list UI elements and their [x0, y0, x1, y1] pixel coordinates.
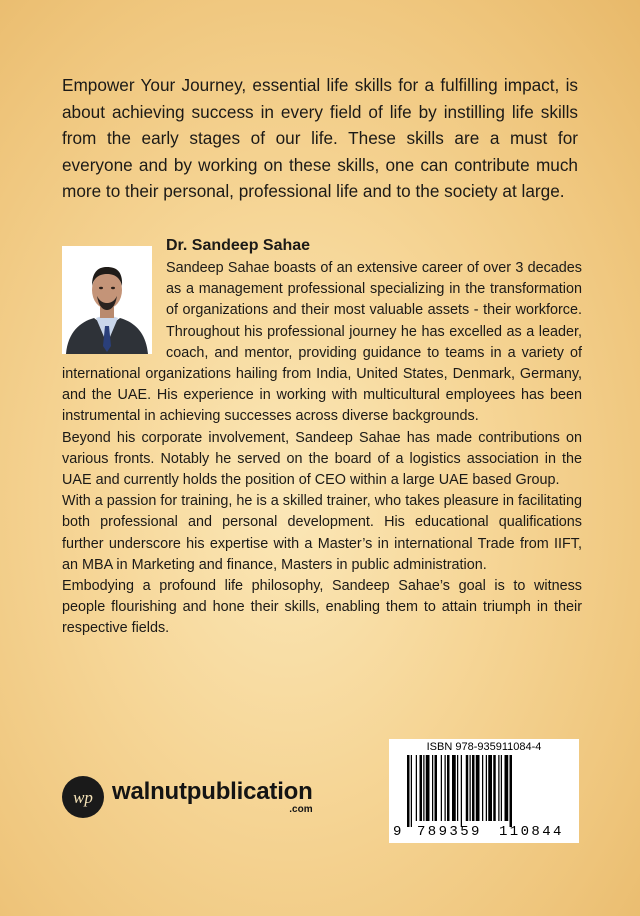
barcode-bar: [411, 755, 412, 827]
barcode-bar: [452, 755, 456, 821]
publisher-domain: .com: [289, 803, 313, 815]
barcode-bar: [482, 755, 483, 821]
barcode-bar: [423, 755, 424, 821]
barcode-bar: [461, 755, 462, 827]
barcode-bar: [447, 755, 450, 821]
barcode-bar: [510, 755, 513, 827]
barcode-bar: [420, 755, 423, 821]
back-cover-blurb: Empower Your Journey, essential life skills for a fulfilling impact, is about achieving success in every field of life by instilling life skills from the early stages of our life. These skills are a must for everyone and by working on these skills, one can contribute much more to their personal, professional life and to the society at large.: [62, 75, 578, 201]
isbn-label: ISBN 978-935911084-4: [426, 741, 542, 753]
walnut-logo-icon: [62, 776, 104, 818]
barcode-bar: [407, 755, 410, 827]
barcode-bar: [472, 755, 475, 821]
barcode-bars: [395, 755, 573, 827]
author-name: Dr. Sandeep Sahae: [166, 237, 311, 254]
barcode-left-digits: 789359: [417, 824, 482, 840]
publisher-name: walnutpublication: [112, 777, 313, 805]
barcode-bar: [457, 755, 458, 821]
barcode-bar: [441, 755, 442, 821]
barcode-lead-digit: 9: [393, 824, 402, 840]
barcode-bar: [445, 755, 446, 821]
bio-paragraph: With a passion for training, he is a skilled trainer, who takes pleasure in facilitating both professional and personal development. His educational qualifications further underscore his expertise with a Master’s in international Trade from IIFT, an MBA in Marketing and finance, Masters in public administration.: [62, 493, 582, 573]
barcode-bar: [488, 755, 492, 821]
barcode-bar: [493, 755, 496, 821]
barcode-bar: [505, 755, 509, 821]
barcode-bar: [498, 755, 499, 821]
isbn-barcode: [389, 739, 579, 843]
barcode-bar: [486, 755, 487, 821]
barcode-bar: [470, 755, 471, 821]
author-bio: [62, 258, 582, 640]
barcode-bar: [416, 755, 417, 821]
barcode-bar: [435, 755, 438, 821]
barcode-bar: [466, 755, 469, 821]
barcode-bar: [476, 755, 480, 821]
photo-spacer: [62, 258, 166, 358]
barcode-bar: [501, 755, 502, 821]
publisher-logo: [62, 772, 313, 822]
barcode-bar: [426, 755, 430, 821]
bio-paragraph: Sandeep Sahae boasts of an extensive career of over 3 decades as a management professional specializing in the transformation of organizations and their most valuable assets - their workforce. Throughout his professional journey he has excelled as a leader, coach, and mentor, providing guidance to teams in a variety of international organizations hailing from India, United States, Denmark, Germany, and the UAE. His experience in working with multicultural employees has been instrumental in achieving successes across diverse backgrounds.: [62, 260, 582, 425]
barcode-right-digits: 110844: [499, 824, 564, 840]
logo-initials: wp: [73, 788, 93, 807]
bio-paragraph: Beyond his corporate involvement, Sandeep Sahae has made contributions on various fronts. Notably he served on the board of a logistics association in the UAE and currently holds the position of CEO within a large UAE based Group.: [62, 429, 582, 489]
barcode-bar: [432, 755, 433, 821]
bio-paragraph: Embodying a profound life philosophy, Sandeep Sahae’s goal is to witness people flourishing and hone their skills, enabling them to attain triumph in their respective fields.: [62, 578, 582, 637]
